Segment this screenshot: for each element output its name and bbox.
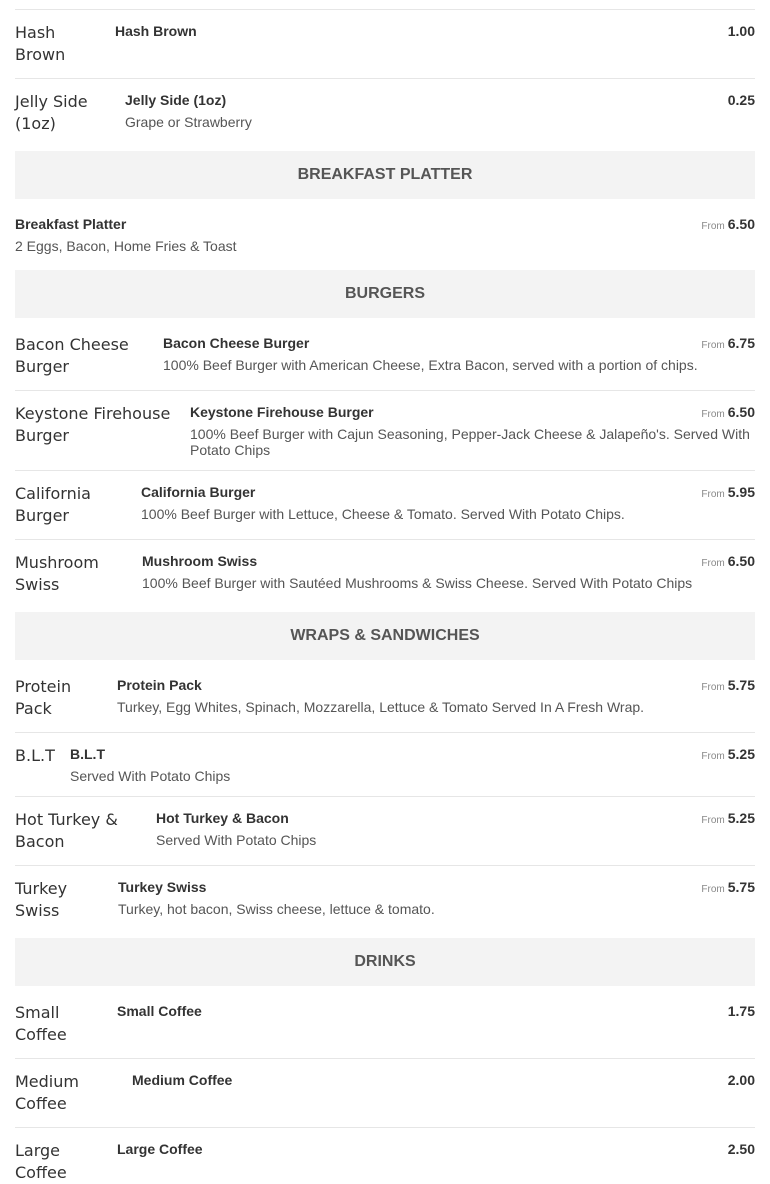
divider xyxy=(15,865,755,866)
menu-item-hot-turkey-bacon[interactable] xyxy=(15,809,755,865)
price-value: 6.50 xyxy=(727,404,755,420)
item-price: 2.50 xyxy=(727,1141,755,1157)
price-value: 5.25 xyxy=(727,746,755,762)
item-name[interactable]: Turkey Swiss xyxy=(118,879,207,895)
item-name[interactable]: Protein Pack xyxy=(117,677,202,693)
menu-item-mushroom-swiss[interactable] xyxy=(15,552,755,612)
item-name[interactable]: Hot Turkey & Bacon xyxy=(156,810,289,826)
item-name[interactable]: Small Coffee xyxy=(117,1003,202,1019)
price-value: 6.75 xyxy=(727,335,755,351)
item-name[interactable]: Keystone Firehouse Burger xyxy=(190,404,374,420)
from-label: From xyxy=(701,489,725,500)
item-image-large-coffee[interactable]: Large Coffee xyxy=(15,1141,67,1182)
divider xyxy=(15,470,755,471)
item-description: Turkey, hot bacon, Swiss cheese, lettuce & tomato. xyxy=(118,901,435,917)
price-value: 5.75 xyxy=(727,677,755,693)
menu-item-turkey-swiss[interactable] xyxy=(15,878,755,938)
item-price xyxy=(701,552,755,573)
price-value: 5.75 xyxy=(727,879,755,895)
item-price xyxy=(701,483,755,504)
from-label: From xyxy=(701,682,725,693)
item-price xyxy=(701,878,755,899)
menu-item-medium-coffee[interactable] xyxy=(15,1071,755,1127)
item-description: Served With Potato Chips xyxy=(70,768,231,784)
price-value: 6.50 xyxy=(727,216,755,232)
item-image-jelly-side[interactable]: Jelly Side (1oz) xyxy=(15,92,88,133)
item-description: 100% Beef Burger with Lettuce, Cheese & Tomato. Served With Potato Chips. xyxy=(141,506,625,522)
menu-item-small-coffee[interactable] xyxy=(15,1002,755,1058)
from-label: From xyxy=(701,340,725,351)
item-description: Grape or Strawberry xyxy=(125,114,252,130)
item-image-california-burger[interactable]: California Burger xyxy=(15,484,91,525)
price-value: 6.50 xyxy=(727,553,755,569)
divider xyxy=(15,9,755,10)
item-image-turkey-swiss[interactable]: Turkey Swiss xyxy=(15,879,68,920)
menu-item-blt[interactable] xyxy=(15,745,755,796)
item-description: 100% Beef Burger with American Cheese, Extra Bacon, served with a portion of chips. xyxy=(163,357,698,373)
item-image-small-coffee[interactable]: Small Coffee xyxy=(15,1003,67,1044)
divider xyxy=(15,1058,755,1059)
item-description: 100% Beef Burger with Sautéed Mushrooms & Swiss Cheese. Served With Potato Chips xyxy=(142,575,693,591)
menu-item-jelly-side[interactable] xyxy=(15,91,755,151)
item-name[interactable]: Jelly Side (1oz) xyxy=(125,92,227,108)
section-header-breakfast-platter: BREAKFAST PLATTER xyxy=(15,151,755,199)
item-price: 2.00 xyxy=(727,1072,755,1088)
divider xyxy=(15,78,755,79)
item-price: 0.25 xyxy=(727,92,755,108)
item-image-protein-pack[interactable]: Protein Pack xyxy=(15,677,72,718)
price-value: 5.95 xyxy=(727,484,755,500)
menu-item-keystone-firehouse-burger[interactable] xyxy=(15,403,755,470)
item-description: 2 Eggs, Bacon, Home Fries & Toast xyxy=(15,238,237,254)
item-price: 1.00 xyxy=(727,23,755,39)
item-name[interactable]: Bacon Cheese Burger xyxy=(163,335,310,351)
item-image-hash-brown[interactable]: Hash Brown xyxy=(15,23,66,64)
section-header-burgers: BURGERS xyxy=(15,270,755,318)
item-price xyxy=(701,676,755,697)
item-name[interactable]: California Burger xyxy=(141,484,256,500)
item-name[interactable]: Mushroom Swiss xyxy=(142,553,258,569)
item-price xyxy=(701,809,755,830)
item-price xyxy=(701,745,755,766)
menu-item-protein-pack[interactable] xyxy=(15,676,755,732)
menu-item-california-burger[interactable] xyxy=(15,483,755,539)
divider xyxy=(15,796,755,797)
item-price xyxy=(701,403,755,424)
item-name[interactable]: Hash Brown xyxy=(115,23,197,39)
from-label: From xyxy=(701,221,725,232)
menu-item-bacon-cheese-burger[interactable] xyxy=(15,334,755,390)
item-description: 100% Beef Burger with Cajun Seasoning, Pepper-Jack Cheese & Jalapeño's. Served With Potato Chips xyxy=(190,426,750,458)
price-value: 5.25 xyxy=(727,810,755,826)
divider xyxy=(15,1127,755,1128)
item-price xyxy=(701,215,755,236)
item-name[interactable]: Medium Coffee xyxy=(132,1072,233,1088)
item-image-keystone-firehouse-burger[interactable]: Keystone Firehouse Burger xyxy=(15,404,171,445)
item-image-mushroom-swiss[interactable]: Mushroom Swiss xyxy=(15,553,99,594)
divider xyxy=(15,539,755,540)
section-header-wraps-sandwiches: WRAPS & SANDWICHES xyxy=(15,612,755,660)
item-image-blt[interactable]: B.L.T xyxy=(15,746,55,765)
from-label: From xyxy=(701,558,725,569)
menu-item-breakfast-platter[interactable] xyxy=(15,215,755,270)
item-price xyxy=(701,334,755,355)
menu-item-hash-brown[interactable] xyxy=(15,22,755,78)
item-name[interactable]: Breakfast Platter xyxy=(15,216,127,232)
from-label: From xyxy=(701,409,725,420)
menu-item-large-coffee[interactable] xyxy=(15,1140,755,1182)
divider xyxy=(15,732,755,733)
from-label: From xyxy=(701,884,725,895)
item-image-hot-turkey-bacon[interactable]: Hot Turkey & Bacon xyxy=(15,810,118,851)
divider xyxy=(15,390,755,391)
from-label: From xyxy=(701,751,725,762)
item-image-bacon-cheese-burger[interactable]: Bacon Cheese Burger xyxy=(15,335,129,376)
item-description: Served With Potato Chips xyxy=(156,832,317,848)
item-description: Turkey, Egg Whites, Spinach, Mozzarella, Lettuce & Tomato Served In A Fresh Wrap. xyxy=(117,699,645,715)
section-header-drinks: DRINKS xyxy=(15,938,755,986)
item-name[interactable]: Large Coffee xyxy=(117,1141,203,1157)
from-label: From xyxy=(701,815,725,826)
item-image-medium-coffee[interactable]: Medium Coffee xyxy=(15,1072,79,1113)
item-name[interactable]: B.L.T xyxy=(70,746,105,762)
item-price: 1.75 xyxy=(727,1003,755,1019)
